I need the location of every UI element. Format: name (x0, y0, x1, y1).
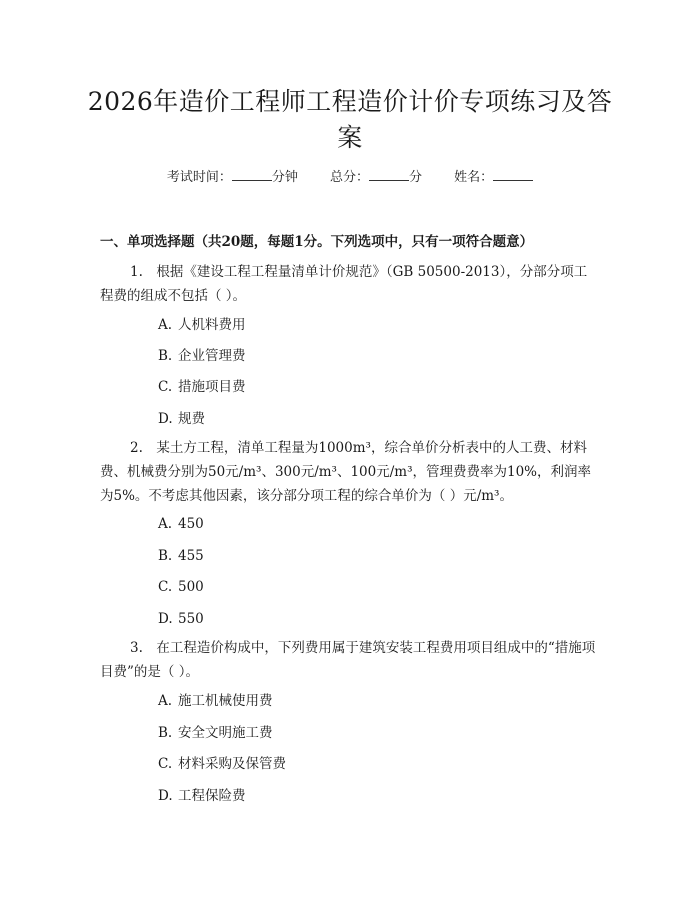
document-title: 2026年造价工程师工程造价计价专项练习及答案 (87, 87, 613, 152)
question-3: 3. 在工程造价构成中，下列费用属于建筑安装工程费用项目组成中的“措施项目费”的是（ ）。 (100, 640, 596, 680)
exam-time-blank (232, 168, 272, 181)
question-3-option-c: C. 材料采购及保管费 (158, 756, 286, 772)
question-1-option-b: B. 企业管理费 (158, 348, 246, 364)
question-2-option-d: D. 550 (158, 611, 204, 627)
meta-total-score: 总分： 分 (329, 170, 423, 185)
question-3-option-b: B. 安全文明施工费 (158, 725, 273, 741)
name-blank (493, 168, 533, 181)
question-3-option-a: A. 施工机械使用费 (158, 693, 273, 709)
question-1-option-d: D. 规费 (158, 411, 205, 427)
total-score-blank (369, 168, 409, 181)
question-2: 2. 某土方工程，清单工程量为1000m³，综合单价分析表中的人工费、材料费、机械费分别为50元/m³、300元/m³、100元/m³，管理费费率为10%，利润率为5%。不考虑其他因素，该分部分项工程的综合单价为（ ）元/m³。 (100, 440, 592, 504)
question-1-option-c: C. 措施项目费 (158, 379, 246, 395)
question-1: 1. 根据《建设工程工程量清单计价规范》（GB 50500-2013），分部分项工程费的组成不包括（ ）。 (100, 264, 588, 304)
question-2-option-b: B. 455 (158, 548, 204, 564)
question-3-option-d: D. 工程保险费 (158, 788, 246, 804)
question-1-option-a: A. 人机料费用 (158, 317, 246, 333)
section-heading: 一、单项选择题（共20题，每题1分。下列选项中，只有一项符合题意） (100, 234, 534, 250)
question-2-option-c: C. 500 (158, 579, 204, 595)
question-2-option-a: A. 450 (158, 516, 204, 532)
meta-name: 姓名： (454, 170, 533, 185)
exam-meta (0, 168, 700, 188)
meta-exam-time: 考试时间： 分钟 (166, 170, 298, 185)
